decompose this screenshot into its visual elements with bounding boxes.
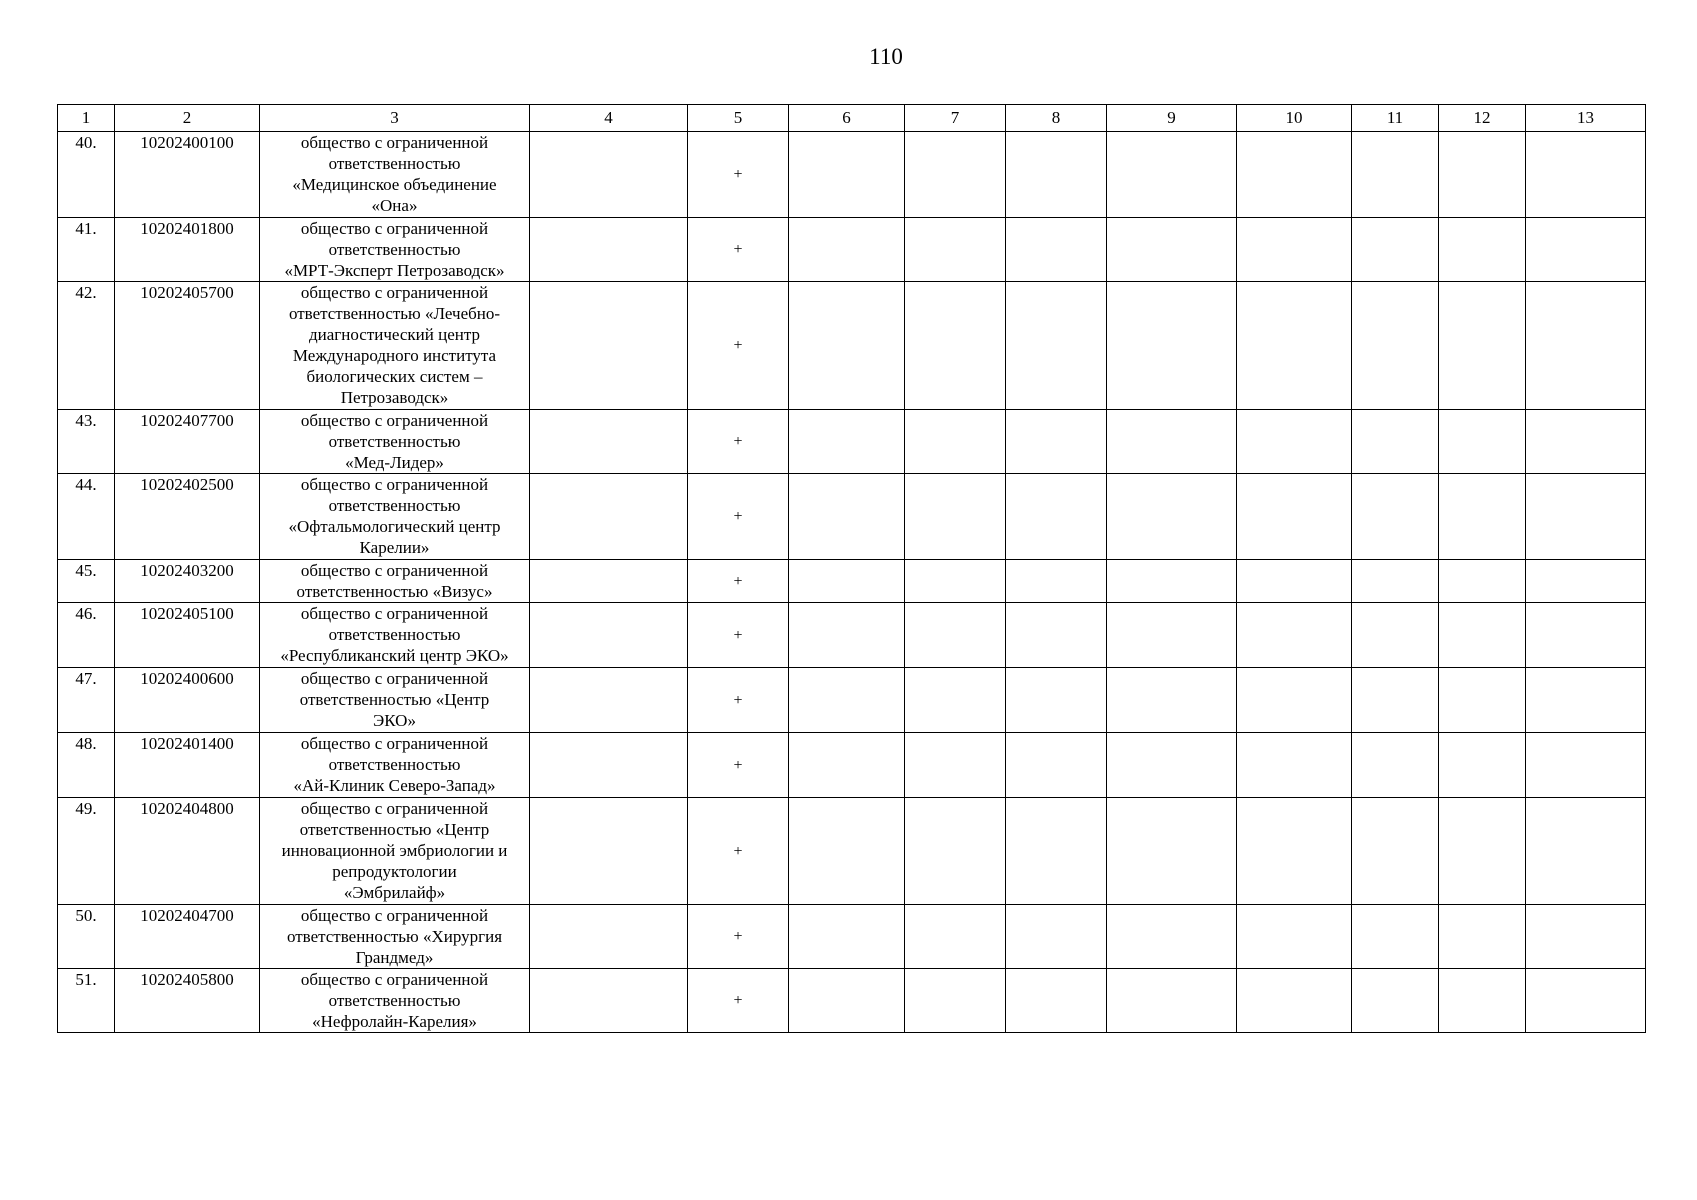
organization-name-line: ответственностью «Центр: [299, 690, 490, 709]
table-row: [58, 905, 1646, 969]
cell-col-8: [1006, 282, 1107, 410]
cell-col-9: [1107, 560, 1237, 603]
cell-col-4: [530, 905, 688, 969]
cell-col-13: [1526, 282, 1646, 410]
organization-name-line: «Нефролайн-Карелия»: [312, 1012, 477, 1031]
row-number: 40.: [58, 132, 115, 218]
cell-col-8: [1006, 410, 1107, 474]
cell-col-7: [905, 603, 1006, 668]
cell-col-6: [789, 798, 905, 905]
organization-name-line: ответственностью: [328, 755, 461, 774]
cell-col-12: [1439, 132, 1526, 218]
plus-mark: +: [688, 132, 789, 218]
organization-name-line: общество с ограниченной: [300, 411, 489, 430]
column-header: 6: [789, 105, 905, 132]
table-row: [58, 603, 1646, 668]
organization-name-line: общество с ограниченной: [300, 906, 489, 925]
table-row: [58, 132, 1646, 218]
organization-code: 10202405700: [115, 282, 260, 410]
organization-name-line: ответственностью «Центр: [299, 820, 490, 839]
table-row: [58, 560, 1646, 603]
cell-col-9: [1107, 798, 1237, 905]
cell-col-7: [905, 560, 1006, 603]
row-number: 48.: [58, 733, 115, 798]
cell-col-6: [789, 668, 905, 733]
organization-name-line: «Медицинское объединение: [292, 175, 497, 194]
organization-name-line: Карелии»: [359, 538, 430, 557]
cell-col-10: [1237, 132, 1352, 218]
organization-name-line: «Она»: [371, 196, 418, 215]
row-number: 41.: [58, 218, 115, 282]
cell-col-12: [1439, 474, 1526, 560]
cell-col-7: [905, 282, 1006, 410]
organization-name-line: репродуктологии: [332, 862, 457, 881]
cell-col-12: [1439, 282, 1526, 410]
organization-name-line: общество с ограниченной: [300, 561, 489, 580]
column-header: 2: [115, 105, 260, 132]
cell-col-12: [1439, 560, 1526, 603]
cell-col-6: [789, 132, 905, 218]
cell-col-13: [1526, 905, 1646, 969]
cell-col-11: [1352, 218, 1439, 282]
organization-name: [260, 905, 530, 969]
cell-col-10: [1237, 668, 1352, 733]
cell-col-13: [1526, 560, 1646, 603]
column-header: 9: [1107, 105, 1237, 132]
cell-col-8: [1006, 132, 1107, 218]
cell-col-10: [1237, 282, 1352, 410]
cell-col-10: [1237, 798, 1352, 905]
cell-col-4: [530, 969, 688, 1033]
cell-col-4: [530, 603, 688, 668]
table-header-row: [58, 105, 1646, 132]
organization-name-line: ответственностью: [328, 625, 461, 644]
organization-name-line: «Мед-Лидер»: [345, 453, 444, 472]
cell-col-9: [1107, 282, 1237, 410]
row-number: 47.: [58, 668, 115, 733]
organization-code: 10202400600: [115, 668, 260, 733]
organization-name-line: ответственностью: [328, 154, 461, 173]
row-number: 43.: [58, 410, 115, 474]
cell-col-11: [1352, 969, 1439, 1033]
cell-col-6: [789, 218, 905, 282]
cell-col-10: [1237, 905, 1352, 969]
organization-name-line: биологических систем –: [306, 367, 483, 386]
organization-code: 10202404800: [115, 798, 260, 905]
table-row: [58, 969, 1646, 1033]
cell-col-12: [1439, 969, 1526, 1033]
column-header: 10: [1237, 105, 1352, 132]
cell-col-9: [1107, 905, 1237, 969]
cell-col-4: [530, 733, 688, 798]
cell-col-13: [1526, 218, 1646, 282]
plus-mark: +: [688, 218, 789, 282]
cell-col-10: [1237, 218, 1352, 282]
cell-col-13: [1526, 733, 1646, 798]
cell-col-6: [789, 474, 905, 560]
cell-col-9: [1107, 969, 1237, 1033]
organization-name-line: «МРТ-Эксперт Петрозаводск»: [284, 261, 505, 280]
table-row: [58, 798, 1646, 905]
row-number: 50.: [58, 905, 115, 969]
plus-mark: +: [688, 969, 789, 1033]
plus-mark: +: [688, 410, 789, 474]
cell-col-13: [1526, 410, 1646, 474]
cell-col-13: [1526, 603, 1646, 668]
organization-name-line: «Ай-Клиник Северо-Запад»: [293, 776, 496, 795]
organization-code: 10202402500: [115, 474, 260, 560]
cell-col-6: [789, 603, 905, 668]
cell-col-11: [1352, 905, 1439, 969]
cell-col-10: [1237, 560, 1352, 603]
cell-col-8: [1006, 560, 1107, 603]
cell-col-11: [1352, 132, 1439, 218]
organization-name: [260, 282, 530, 410]
row-number: 46.: [58, 603, 115, 668]
plus-mark: +: [688, 733, 789, 798]
organization-name-line: ответственностью: [328, 432, 461, 451]
organization-code: 10202403200: [115, 560, 260, 603]
cell-col-9: [1107, 410, 1237, 474]
cell-col-12: [1439, 218, 1526, 282]
cell-col-9: [1107, 603, 1237, 668]
cell-col-8: [1006, 474, 1107, 560]
plus-mark: +: [688, 282, 789, 410]
organization-name-line: ответственностью «Хирургия: [286, 927, 503, 946]
column-header: 4: [530, 105, 688, 132]
cell-col-6: [789, 969, 905, 1033]
cell-col-11: [1352, 410, 1439, 474]
cell-col-7: [905, 410, 1006, 474]
plus-mark: +: [688, 798, 789, 905]
cell-col-7: [905, 474, 1006, 560]
cell-col-4: [530, 132, 688, 218]
organization-name-line: общество с ограниченной: [300, 799, 489, 818]
cell-col-9: [1107, 218, 1237, 282]
row-number: 45.: [58, 560, 115, 603]
cell-col-12: [1439, 668, 1526, 733]
cell-col-4: [530, 282, 688, 410]
registry-table: [57, 104, 1646, 1033]
organization-name-line: ЭКО»: [373, 711, 416, 730]
cell-col-11: [1352, 798, 1439, 905]
row-number: 44.: [58, 474, 115, 560]
cell-col-4: [530, 410, 688, 474]
organization-name: [260, 218, 530, 282]
column-header: 7: [905, 105, 1006, 132]
organization-name: [260, 733, 530, 798]
cell-col-7: [905, 905, 1006, 969]
row-number: 42.: [58, 282, 115, 410]
organization-name-line: общество с ограниченной: [300, 283, 489, 302]
cell-col-13: [1526, 668, 1646, 733]
organization-name-line: «Эмбрилайф»: [343, 883, 446, 902]
organization-name: [260, 474, 530, 560]
cell-col-13: [1526, 132, 1646, 218]
cell-col-6: [789, 282, 905, 410]
plus-mark: +: [688, 603, 789, 668]
organization-name: [260, 798, 530, 905]
organization-name-line: Грандмед»: [355, 948, 434, 967]
cell-col-7: [905, 798, 1006, 905]
organization-name-line: общество с ограниченной: [300, 219, 489, 238]
column-header: 12: [1439, 105, 1526, 132]
cell-col-11: [1352, 474, 1439, 560]
cell-col-11: [1352, 668, 1439, 733]
cell-col-4: [530, 218, 688, 282]
cell-col-7: [905, 218, 1006, 282]
organization-name-line: общество с ограниченной: [300, 734, 489, 753]
table-row: [58, 733, 1646, 798]
organization-code: 10202405800: [115, 969, 260, 1033]
cell-col-10: [1237, 474, 1352, 560]
column-header: 8: [1006, 105, 1107, 132]
table-row: [58, 282, 1646, 410]
cell-col-8: [1006, 798, 1107, 905]
cell-col-9: [1107, 132, 1237, 218]
cell-col-8: [1006, 733, 1107, 798]
cell-col-12: [1439, 733, 1526, 798]
cell-col-8: [1006, 218, 1107, 282]
column-header: 5: [688, 105, 789, 132]
cell-col-4: [530, 668, 688, 733]
organization-name-line: общество с ограниченной: [300, 970, 489, 989]
organization-name: [260, 560, 530, 603]
plus-mark: +: [688, 474, 789, 560]
table-row: [58, 218, 1646, 282]
row-number: 51.: [58, 969, 115, 1033]
organization-name-line: общество с ограниченной: [300, 133, 489, 152]
cell-col-13: [1526, 969, 1646, 1033]
organization-code: 10202401800: [115, 218, 260, 282]
cell-col-11: [1352, 733, 1439, 798]
organization-name-line: «Офтальмологический центр: [288, 517, 501, 536]
organization-name-line: Петрозаводск»: [340, 388, 449, 407]
cell-col-9: [1107, 733, 1237, 798]
column-header: 1: [58, 105, 115, 132]
organization-code: 10202400100: [115, 132, 260, 218]
organization-name-line: инновационной эмбриологии и: [281, 841, 508, 860]
cell-col-10: [1237, 969, 1352, 1033]
organization-code: 10202405100: [115, 603, 260, 668]
cell-col-12: [1439, 410, 1526, 474]
cell-col-9: [1107, 474, 1237, 560]
column-header: 11: [1352, 105, 1439, 132]
cell-col-11: [1352, 560, 1439, 603]
cell-col-8: [1006, 668, 1107, 733]
cell-col-13: [1526, 474, 1646, 560]
organization-code: 10202407700: [115, 410, 260, 474]
cell-col-4: [530, 560, 688, 603]
organization-name: [260, 132, 530, 218]
cell-col-10: [1237, 733, 1352, 798]
cell-col-11: [1352, 603, 1439, 668]
organization-name-line: ответственностью: [328, 240, 461, 259]
cell-col-7: [905, 132, 1006, 218]
column-header: 13: [1526, 105, 1646, 132]
organization-name-line: Международного института: [292, 346, 497, 365]
cell-col-7: [905, 733, 1006, 798]
table-row: [58, 410, 1646, 474]
table-row: [58, 474, 1646, 560]
organization-name: [260, 410, 530, 474]
cell-col-13: [1526, 798, 1646, 905]
organization-name-line: «Республиканский центр ЭКО»: [280, 646, 509, 665]
page-number: 110: [869, 44, 903, 69]
plus-mark: +: [688, 668, 789, 733]
plus-mark: +: [688, 560, 789, 603]
column-header: 3: [260, 105, 530, 132]
organization-code: 10202401400: [115, 733, 260, 798]
cell-col-6: [789, 905, 905, 969]
organization-name-line: ответственностью «Визус»: [296, 582, 493, 601]
cell-col-8: [1006, 969, 1107, 1033]
organization-name-line: общество с ограниченной: [300, 475, 489, 494]
cell-col-8: [1006, 603, 1107, 668]
organization-name-line: диагностический центр: [308, 325, 480, 344]
cell-col-9: [1107, 668, 1237, 733]
cell-col-12: [1439, 603, 1526, 668]
table-row: [58, 668, 1646, 733]
cell-col-4: [530, 798, 688, 905]
plus-mark: +: [688, 905, 789, 969]
cell-col-6: [789, 560, 905, 603]
organization-name: [260, 668, 530, 733]
row-number: 49.: [58, 798, 115, 905]
cell-col-11: [1352, 282, 1439, 410]
organization-name-line: ответственностью «Лечебно-: [288, 304, 501, 323]
cell-col-10: [1237, 603, 1352, 668]
cell-col-7: [905, 969, 1006, 1033]
cell-col-8: [1006, 905, 1107, 969]
cell-col-6: [789, 410, 905, 474]
organization-name: [260, 603, 530, 668]
organization-name: [260, 969, 530, 1033]
organization-name-line: ответственностью: [328, 991, 461, 1010]
cell-col-7: [905, 668, 1006, 733]
organization-name-line: общество с ограниченной: [300, 604, 489, 623]
cell-col-4: [530, 474, 688, 560]
cell-col-6: [789, 733, 905, 798]
cell-col-12: [1439, 798, 1526, 905]
cell-col-12: [1439, 905, 1526, 969]
organization-name-line: ответственностью: [328, 496, 461, 515]
organization-code: 10202404700: [115, 905, 260, 969]
organization-name-line: общество с ограниченной: [300, 669, 489, 688]
cell-col-10: [1237, 410, 1352, 474]
